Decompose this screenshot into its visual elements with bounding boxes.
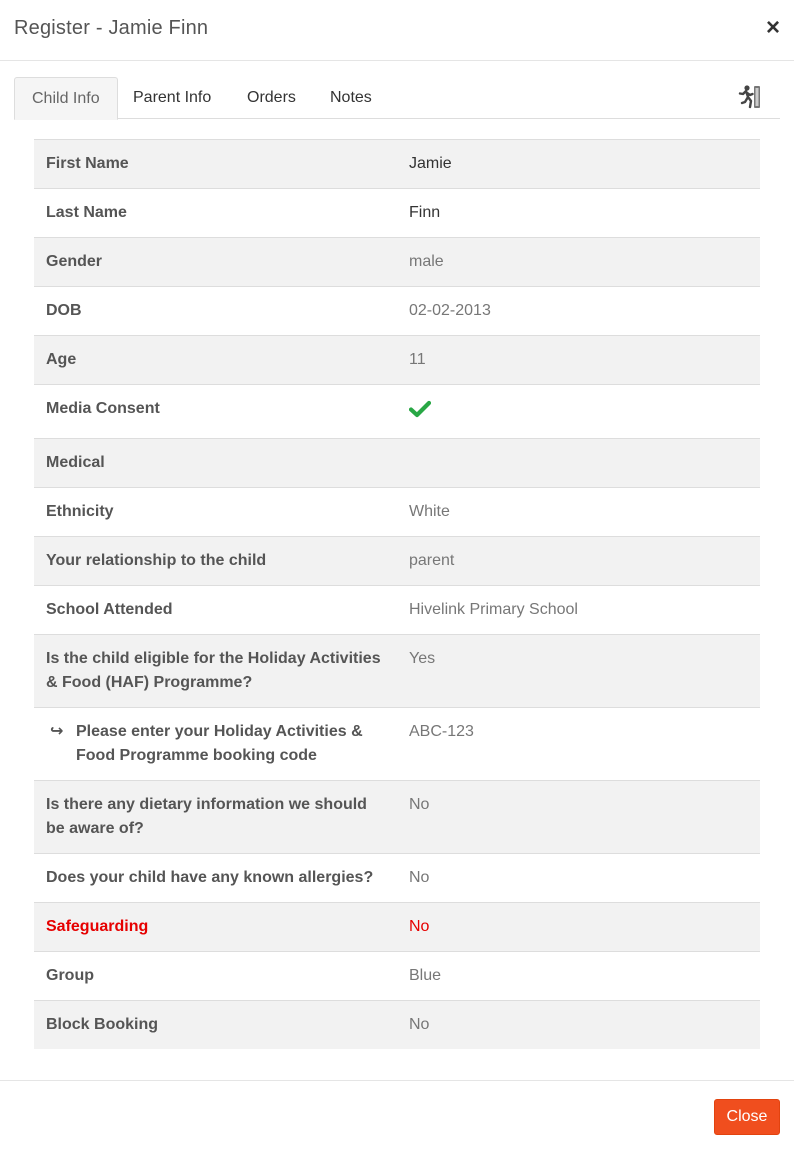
row-value: Yes: [409, 650, 436, 667]
row-label: Is there any dietary information we should be aware of?: [46, 796, 367, 837]
table-row: [34, 385, 760, 439]
modal-title: Register - Jamie Finn: [14, 17, 209, 39]
row-label: Age: [46, 351, 77, 368]
row-label: School Attended: [46, 601, 173, 618]
return-arrow-icon: ↪: [50, 723, 64, 740]
tab-notes[interactable]: Notes: [330, 89, 372, 106]
row-value: [397, 439, 760, 488]
table-row: [34, 1001, 760, 1050]
child-info-table: [34, 139, 760, 1049]
table-row: [34, 439, 760, 488]
row-label: Gender: [46, 253, 103, 270]
table-row: [34, 635, 760, 708]
row-label: First Name: [46, 155, 129, 172]
table-row: [34, 586, 760, 635]
row-label: Does your child have any known allergies?: [46, 869, 374, 886]
table-row: [34, 781, 760, 854]
row-label: Medical: [46, 454, 105, 471]
row-value: Blue: [409, 967, 442, 984]
table-row: [34, 488, 760, 537]
tab-parent-info[interactable]: Parent Info: [133, 89, 212, 106]
table-row: [34, 140, 760, 189]
running-exit-icon[interactable]: [736, 84, 762, 110]
row-label: Group: [46, 967, 94, 984]
checkmark-icon: [409, 400, 431, 418]
row-label: Block Booking: [46, 1016, 159, 1033]
row-value: White: [409, 503, 450, 520]
row-value: male: [409, 253, 444, 270]
row-label: Media Consent: [46, 400, 160, 417]
close-icon[interactable]: ×: [765, 14, 780, 41]
table-row: [34, 189, 760, 238]
row-value: No: [409, 869, 430, 886]
close-button[interactable]: Close: [714, 1099, 780, 1135]
table-row-safeguarding: [34, 903, 760, 952]
tab-bar: [14, 77, 780, 119]
row-value: 11: [409, 351, 426, 368]
row-value: [397, 385, 760, 439]
table-row: [34, 952, 760, 1001]
row-label: Ethnicity: [46, 503, 114, 520]
row-value: ABC-123: [409, 723, 474, 740]
row-label-text: Please enter your Holiday Activities & Food Programme booking code: [76, 723, 363, 764]
row-label: Your relationship to the child: [46, 552, 267, 569]
row-value: Finn: [409, 204, 441, 221]
row-label: Is the child eligible for the Holiday Activities & Food (HAF) Programme?: [46, 650, 381, 691]
table-row: [34, 708, 760, 781]
row-value: 02-02-2013: [409, 302, 491, 319]
table-row: [34, 287, 760, 336]
row-label-sub: [34, 708, 397, 781]
tab-orders[interactable]: Orders: [247, 89, 296, 106]
row-label: DOB: [46, 302, 82, 319]
row-value: No: [409, 796, 430, 813]
table-row: [34, 854, 760, 903]
row-value: No: [409, 918, 430, 935]
row-value: Hivelink Primary School: [409, 601, 578, 618]
table-row: [34, 336, 760, 385]
modal-footer: [0, 1080, 794, 1149]
table-row: [34, 238, 760, 287]
modal-header: [0, 0, 794, 61]
table-row: [34, 537, 760, 586]
tab-child-info[interactable]: Child Info: [14, 77, 118, 120]
row-value: Jamie: [409, 155, 452, 172]
row-value: parent: [409, 552, 455, 569]
row-label: Safeguarding: [46, 918, 149, 935]
row-label: Last Name: [46, 204, 127, 221]
row-value: No: [409, 1016, 430, 1033]
